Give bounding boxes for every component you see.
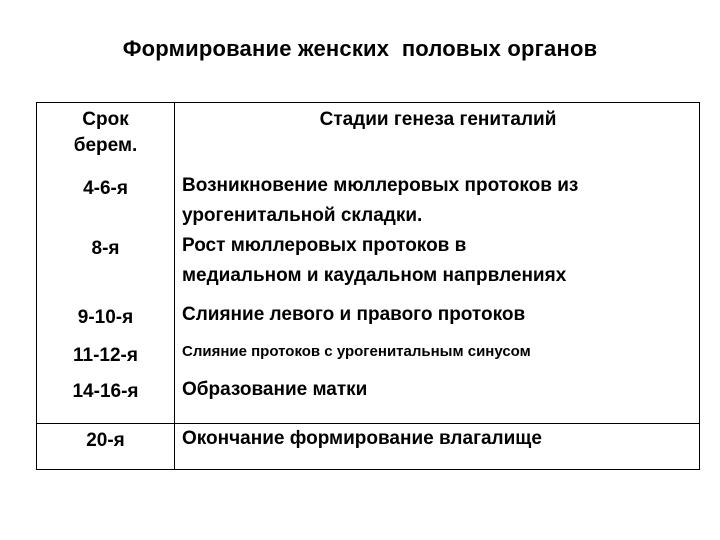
column-divider [174,103,175,469]
slide-title: Формирование женских половых органов [122,36,598,61]
term-cell: 20-я [86,430,125,451]
header-stage: Стадии генеза гениталий [319,109,557,130]
term-cell: 14-16-я [72,381,139,402]
stage-cell: Возникновение мюллеровых протоков из урогенитальной складки. [182,175,579,226]
stage-cell: Окончание формирование влагалище [182,428,542,449]
stage-cell: Образование матки [182,379,368,400]
term-cell: 4-6-я [83,178,128,199]
term-cell: 8-я [91,238,120,259]
stage-cell: Рост мюллеровых протоков в медиальном и каудальном напрвлениях [182,235,567,286]
stages-table [36,102,700,470]
stage-cell: Слияние протоков с урогенитальным синусом [182,343,531,360]
stage-cell: Слияние левого и правого протоков [182,304,526,325]
header-term: Срок берем. [73,109,138,156]
term-cell: 11-12-я [73,345,138,366]
term-cell: 9-10-я [77,307,134,328]
